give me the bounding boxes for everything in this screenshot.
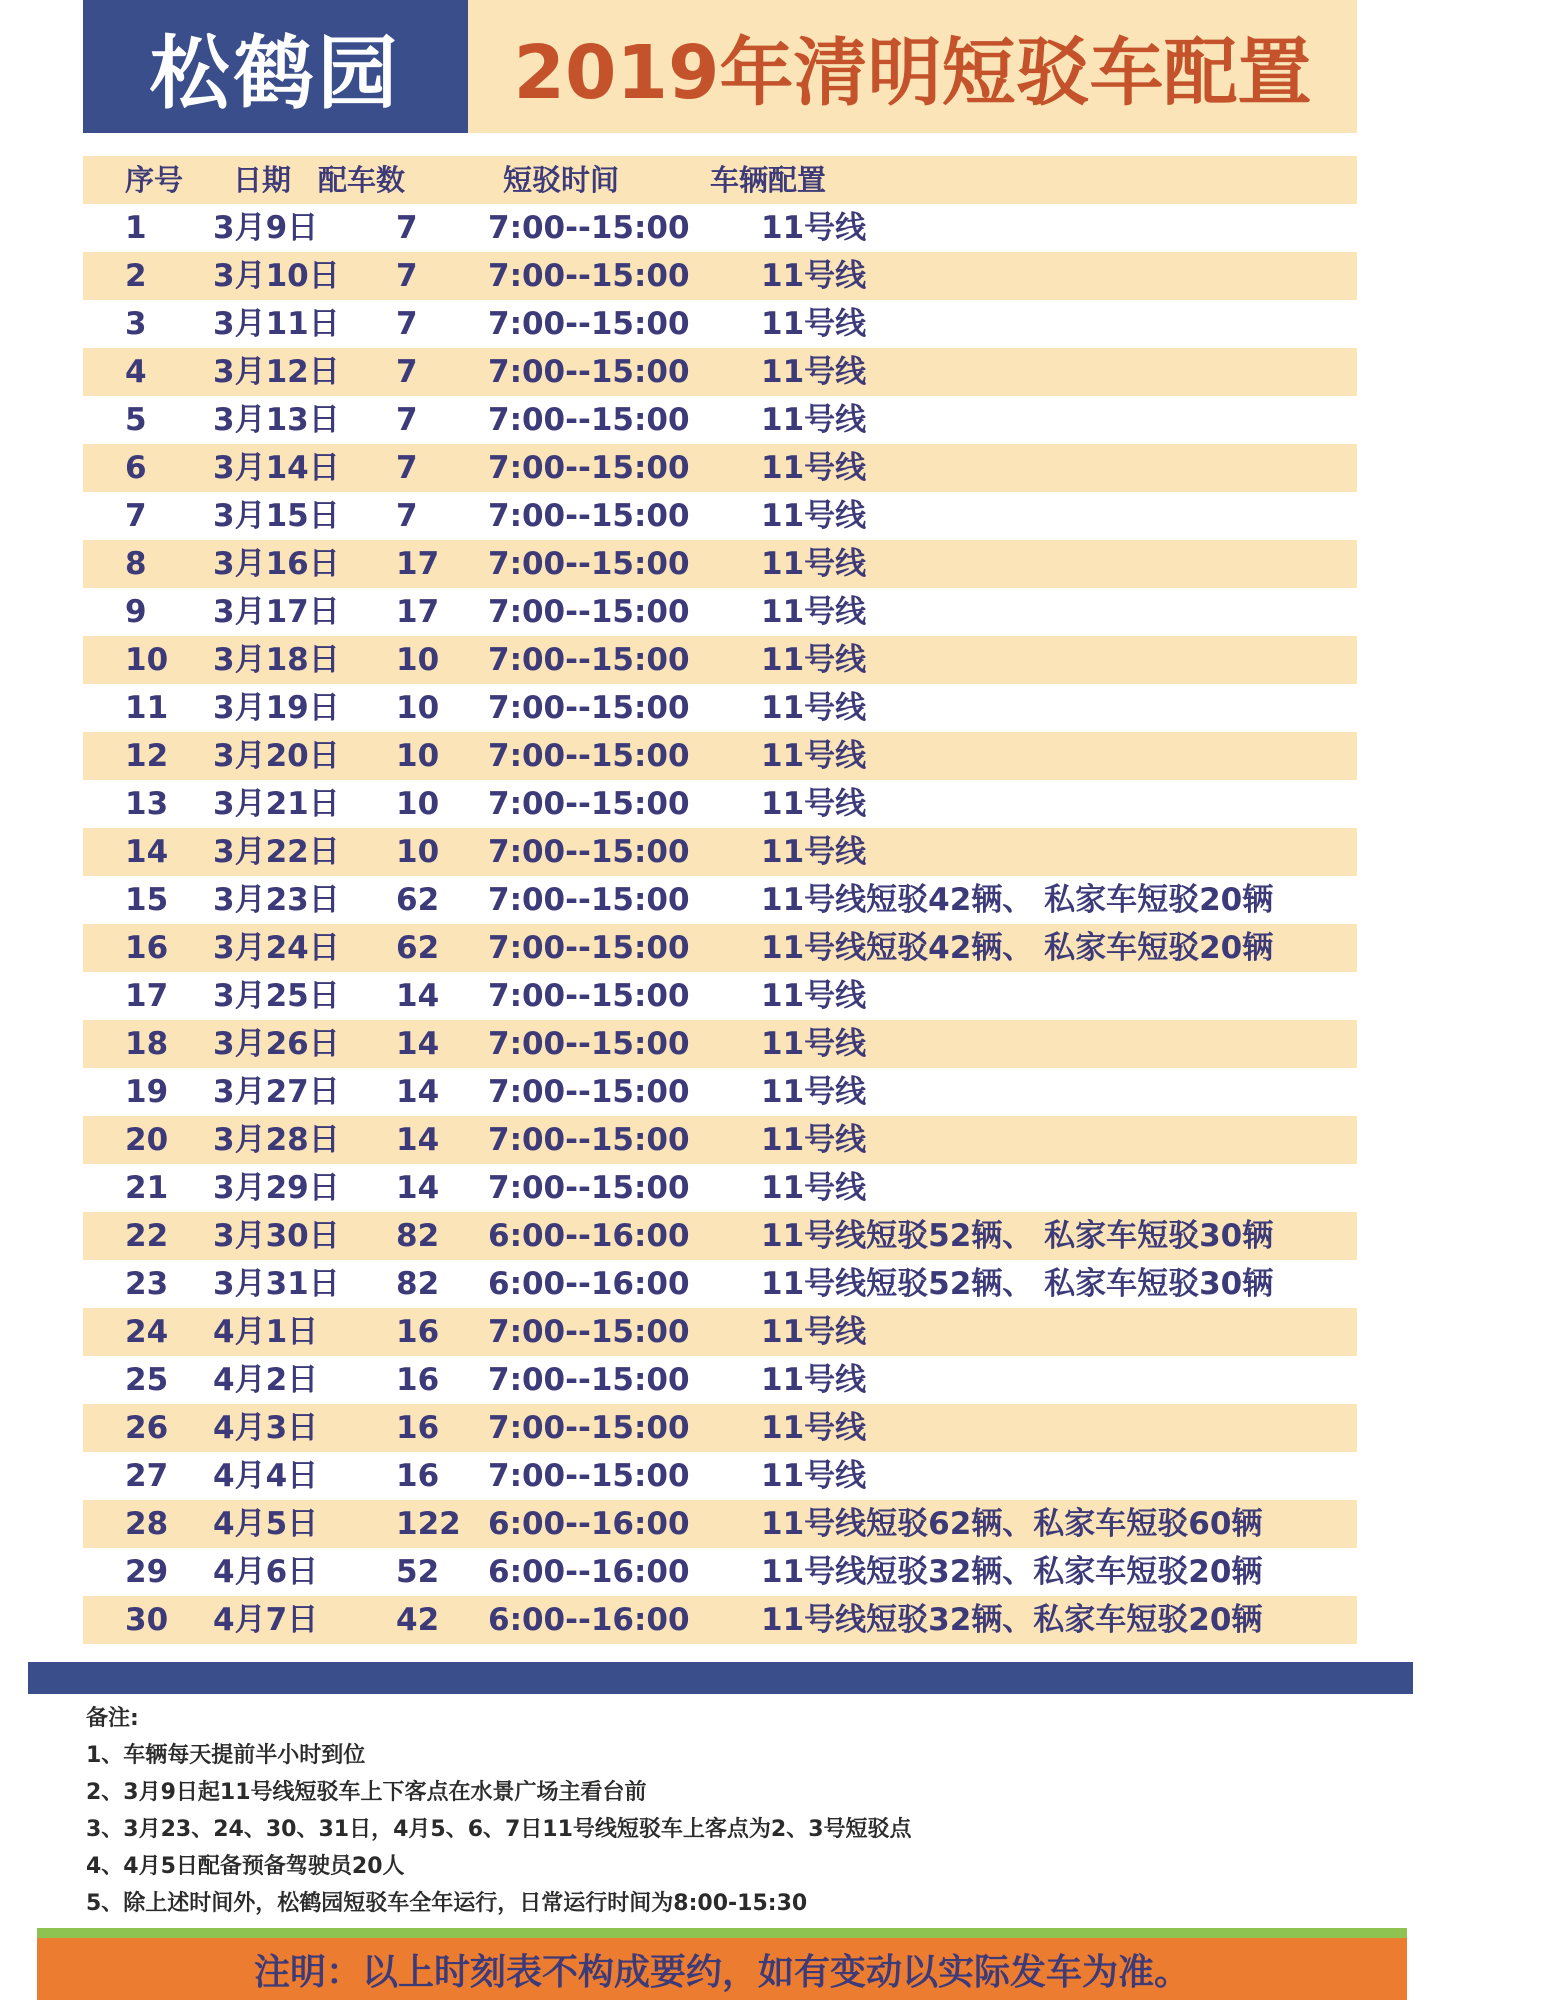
cell-time: 7:00--15:00: [488, 1074, 690, 1110]
cell-seq: 14: [125, 834, 169, 870]
cell-date: 3月10日: [213, 258, 340, 294]
table-body: [83, 204, 1357, 1644]
cell-config: 11号线短驳52辆、 私家车短驳30辆: [761, 1266, 1274, 1302]
cell-time: 7:00--15:00: [488, 1362, 690, 1398]
cell-time: 7:00--15:00: [488, 930, 690, 966]
cell-seq: 12: [125, 738, 169, 774]
page-title-banner: [468, 0, 1357, 133]
cell-seq: 9: [125, 594, 147, 630]
cell-config: 11号线: [761, 1122, 867, 1158]
cell-cars: 16: [396, 1314, 440, 1350]
note-item: 5、除上述时间外，松鹤园短驳车全年运行，日常运行时间为8:00-15:30: [86, 1891, 808, 1916]
table-row: [83, 684, 1357, 732]
cell-config: 11号线: [761, 258, 867, 294]
table-row: [83, 1020, 1357, 1068]
cell-date: 3月24日: [213, 930, 340, 966]
cell-seq: 1: [125, 210, 147, 246]
cell-config: 11号线: [761, 1410, 867, 1446]
column-header-date: 日期: [233, 163, 292, 197]
table-row: [83, 732, 1357, 780]
table-row: [83, 540, 1357, 588]
table-row: [83, 204, 1357, 252]
page-title: 2019年清明短驳车配置: [513, 29, 1312, 116]
cell-config: 11号线: [761, 450, 867, 486]
cell-cars: 14: [396, 1122, 440, 1158]
cell-cars: 62: [396, 882, 440, 918]
cell-config: 11号线: [761, 738, 867, 774]
cell-date: 3月22日: [213, 834, 340, 870]
cell-date: 3月29日: [213, 1170, 340, 1206]
cell-time: 6:00--16:00: [488, 1506, 690, 1542]
cell-date: 3月23日: [213, 882, 340, 918]
table-row: [83, 828, 1357, 876]
cell-time: 7:00--15:00: [488, 498, 690, 534]
table-row: [83, 1308, 1357, 1356]
cell-config: 11号线: [761, 546, 867, 582]
cell-time: 6:00--16:00: [488, 1602, 690, 1638]
cell-time: 7:00--15:00: [488, 978, 690, 1014]
cell-cars: 10: [396, 642, 440, 678]
cell-time: 7:00--15:00: [488, 690, 690, 726]
table-row: [83, 300, 1357, 348]
cell-time: 7:00--15:00: [488, 546, 690, 582]
note-item: 4、4月5日配备预备驾驶员20人: [86, 1854, 405, 1879]
column-header-seq: 序号: [125, 163, 184, 197]
notes-title: 备注:: [86, 1706, 139, 1731]
cell-config: 11号线: [761, 1074, 867, 1110]
table-row: [83, 972, 1357, 1020]
table-row: [83, 1500, 1357, 1548]
brand-banner: [83, 0, 468, 133]
cell-time: 7:00--15:00: [488, 786, 690, 822]
cell-config: 11号线短驳42辆、 私家车短驳20辆: [761, 930, 1274, 966]
cell-date: 3月15日: [213, 498, 340, 534]
cell-seq: 15: [125, 882, 169, 918]
cell-seq: 16: [125, 930, 169, 966]
cell-date: 3月21日: [213, 786, 340, 822]
cell-seq: 5: [125, 402, 147, 438]
cell-config: 11号线短驳42辆、 私家车短驳20辆: [761, 882, 1274, 918]
cell-config: 11号线: [761, 1026, 867, 1062]
cell-seq: 6: [125, 450, 147, 486]
cell-seq: 10: [125, 642, 169, 678]
cell-config: 11号线: [761, 306, 867, 342]
cell-config: 11号线: [761, 210, 867, 246]
cell-seq: 7: [125, 498, 147, 534]
cell-date: 3月18日: [213, 642, 340, 678]
table-row: [83, 1260, 1357, 1308]
cell-cars: 10: [396, 738, 440, 774]
cell-cars: 17: [396, 546, 440, 582]
cell-date: 4月5日: [213, 1506, 319, 1542]
cell-date: 3月25日: [213, 978, 340, 1014]
cell-cars: 7: [396, 306, 418, 342]
cell-time: 7:00--15:00: [488, 1410, 690, 1446]
cell-date: 4月4日: [213, 1458, 319, 1494]
cell-time: 7:00--15:00: [488, 1458, 690, 1494]
cell-seq: 18: [125, 1026, 169, 1062]
column-header-time: 短驳时间: [503, 163, 620, 197]
note-item: 1、车辆每天提前半小时到位: [86, 1743, 366, 1768]
disclaimer-banner: [37, 1938, 1407, 2000]
cell-seq: 4: [125, 354, 147, 390]
cell-cars: 16: [396, 1458, 440, 1494]
cell-cars: 14: [396, 1074, 440, 1110]
note-item: 2、3月9日起11号线短驳车上下客点在水景广场主看台前: [86, 1780, 647, 1805]
cell-time: 7:00--15:00: [488, 354, 690, 390]
column-header-config: 车辆配置: [710, 163, 827, 197]
cell-seq: 11: [125, 690, 169, 726]
cell-seq: 21: [125, 1170, 169, 1206]
cell-cars: 7: [396, 258, 418, 294]
cell-time: 7:00--15:00: [488, 1170, 690, 1206]
table-row: [83, 636, 1357, 684]
cell-cars: 7: [396, 498, 418, 534]
cell-time: 7:00--15:00: [488, 402, 690, 438]
cell-cars: 16: [396, 1362, 440, 1398]
cell-date: 3月27日: [213, 1074, 340, 1110]
cell-time: 6:00--16:00: [488, 1554, 690, 1590]
cell-config: 11号线: [761, 834, 867, 870]
cell-seq: 8: [125, 546, 147, 582]
cell-date: 4月7日: [213, 1602, 319, 1638]
cell-config: 11号线: [761, 1458, 867, 1494]
cell-time: 6:00--16:00: [488, 1218, 690, 1254]
cell-time: 7:00--15:00: [488, 210, 690, 246]
cell-cars: 10: [396, 690, 440, 726]
table-row: [83, 492, 1357, 540]
cell-seq: 23: [125, 1266, 169, 1302]
cell-time: 7:00--15:00: [488, 1122, 690, 1158]
cell-config: 11号线: [761, 402, 867, 438]
cell-seq: 17: [125, 978, 169, 1014]
table-row: [83, 444, 1357, 492]
cell-config: 11号线: [761, 594, 867, 630]
cell-date: 3月13日: [213, 402, 340, 438]
cell-date: 3月28日: [213, 1122, 340, 1158]
disclaimer-text: 注明：以上时刻表不构成要约，如有变动以实际发车为准。: [253, 1951, 1190, 1993]
cell-config: 11号线: [761, 978, 867, 1014]
cell-config: 11号线短驳32辆、私家车短驳20辆: [761, 1554, 1263, 1590]
table-row: [83, 1212, 1357, 1260]
cell-time: 7:00--15:00: [488, 450, 690, 486]
cell-cars: 7: [396, 354, 418, 390]
cell-cars: 7: [396, 402, 418, 438]
cell-date: 3月14日: [213, 450, 340, 486]
table-row: [83, 1164, 1357, 1212]
cell-time: 7:00--15:00: [488, 834, 690, 870]
cell-cars: 52: [396, 1554, 440, 1590]
cell-seq: 13: [125, 786, 169, 822]
table-row: [83, 1596, 1357, 1644]
divider-bar: [28, 1662, 1413, 1694]
cell-cars: 16: [396, 1410, 440, 1446]
cell-seq: 30: [125, 1602, 169, 1638]
cell-date: 3月20日: [213, 738, 340, 774]
table-row: [83, 1116, 1357, 1164]
cell-date: 3月17日: [213, 594, 340, 630]
table-row: [83, 876, 1357, 924]
cell-time: 7:00--15:00: [488, 642, 690, 678]
table-row: [83, 1356, 1357, 1404]
table-row: [83, 1068, 1357, 1116]
cell-config: 11号线: [761, 1362, 867, 1398]
cell-cars: 122: [396, 1506, 461, 1542]
cell-cars: 42: [396, 1602, 440, 1638]
notes-section: [86, 1700, 1386, 1922]
cell-seq: 20: [125, 1122, 169, 1158]
cell-seq: 25: [125, 1362, 169, 1398]
cell-cars: 14: [396, 1170, 440, 1206]
cell-date: 3月19日: [213, 690, 340, 726]
table-row: [83, 252, 1357, 300]
cell-cars: 10: [396, 834, 440, 870]
cell-config: 11号线: [761, 690, 867, 726]
cell-config: 11号线短驳32辆、私家车短驳20辆: [761, 1602, 1263, 1638]
table-row: [83, 1404, 1357, 1452]
cell-cars: 17: [396, 594, 440, 630]
table-row: [83, 1548, 1357, 1596]
brand-name: 松鹤园: [149, 27, 402, 120]
table-row: [83, 348, 1357, 396]
cell-cars: 10: [396, 786, 440, 822]
cell-time: 7:00--15:00: [488, 738, 690, 774]
cell-seq: 2: [125, 258, 147, 294]
cell-cars: 62: [396, 930, 440, 966]
cell-config: 11号线短驳52辆、 私家车短驳30辆: [761, 1218, 1274, 1254]
cell-time: 7:00--15:00: [488, 1314, 690, 1350]
cell-config: 11号线: [761, 498, 867, 534]
schedule-table: [83, 156, 1357, 1644]
cell-date: 4月1日: [213, 1314, 319, 1350]
cell-date: 4月3日: [213, 1410, 319, 1446]
cell-seq: 28: [125, 1506, 169, 1542]
cell-seq: 22: [125, 1218, 169, 1254]
cell-config: 11号线短驳62辆、私家车短驳60辆: [761, 1506, 1263, 1542]
table-row: [83, 588, 1357, 636]
cell-date: 4月2日: [213, 1362, 319, 1398]
cell-cars: 7: [396, 210, 418, 246]
table-header-row: [83, 156, 1357, 204]
cell-date: 3月16日: [213, 546, 340, 582]
cell-date: 3月9日: [213, 210, 319, 246]
cell-time: 6:00--16:00: [488, 1266, 690, 1302]
table-row: [83, 1452, 1357, 1500]
cell-time: 7:00--15:00: [488, 1026, 690, 1062]
column-header-cars: 配车数: [318, 163, 406, 197]
cell-config: 11号线: [761, 1170, 867, 1206]
cell-time: 7:00--15:00: [488, 306, 690, 342]
cell-seq: 26: [125, 1410, 169, 1446]
cell-time: 7:00--15:00: [488, 594, 690, 630]
cell-config: 11号线: [761, 642, 867, 678]
cell-cars: 82: [396, 1266, 440, 1302]
cell-date: 3月30日: [213, 1218, 340, 1254]
cell-date: 3月11日: [213, 306, 340, 342]
cell-seq: 24: [125, 1314, 169, 1350]
accent-stripe: [37, 1928, 1407, 1938]
table-row: [83, 780, 1357, 828]
cell-date: 3月26日: [213, 1026, 340, 1062]
cell-config: 11号线: [761, 1314, 867, 1350]
cell-time: 7:00--15:00: [488, 258, 690, 294]
cell-time: 7:00--15:00: [488, 882, 690, 918]
cell-config: 11号线: [761, 786, 867, 822]
cell-date: 3月31日: [213, 1266, 340, 1302]
cell-date: 3月12日: [213, 354, 340, 390]
cell-cars: 7: [396, 450, 418, 486]
cell-cars: 14: [396, 978, 440, 1014]
cell-cars: 82: [396, 1218, 440, 1254]
cell-seq: 19: [125, 1074, 169, 1110]
cell-seq: 3: [125, 306, 147, 342]
table-row: [83, 924, 1357, 972]
table-row: [83, 396, 1357, 444]
cell-cars: 14: [396, 1026, 440, 1062]
cell-seq: 29: [125, 1554, 169, 1590]
cell-date: 4月6日: [213, 1554, 319, 1590]
cell-seq: 27: [125, 1458, 169, 1494]
cell-config: 11号线: [761, 354, 867, 390]
note-item: 3、3月23、24、30、31日，4月5、6、7日11号线短驳车上客点为2、3号短驳点: [86, 1817, 912, 1842]
